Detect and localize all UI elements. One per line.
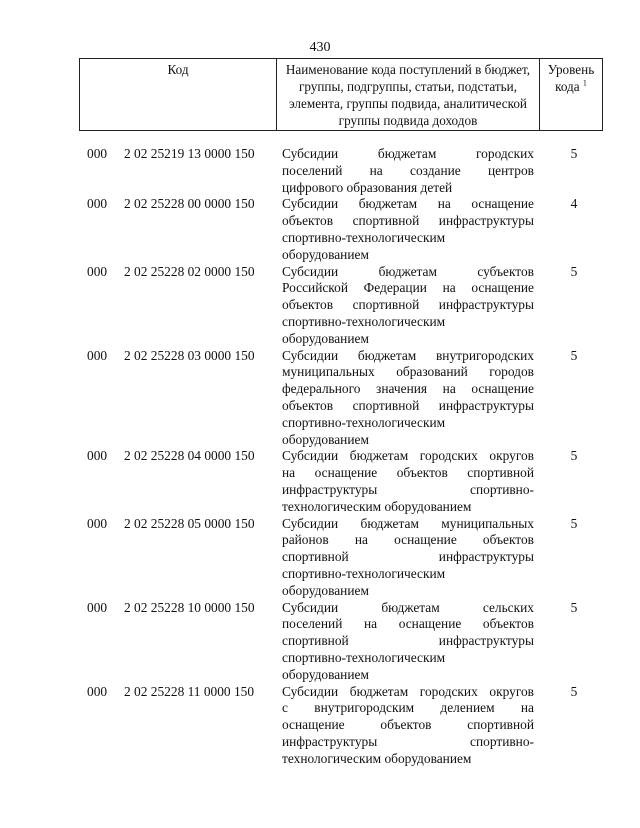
row-name-line: спортивно-технологическим (282, 229, 446, 245)
table-row (0, 264, 640, 348)
row-code: 2 02 25228 11 0000 150 (124, 683, 255, 699)
row-name-line: поселений на создание центров (282, 162, 534, 178)
row-level: 5 (570, 599, 578, 615)
header-name: Наименование кода поступлений в бюджет, группы, подгруппы, статьи, подстатьи, элемента, группы подвида, аналитической группы подвида доходов (277, 59, 540, 131)
table-body (0, 146, 640, 767)
row-name-line: спортивной инфраструктуры (282, 549, 534, 565)
row-name-line: объектов спортивной инфраструктуры (282, 213, 534, 229)
row-name-line: Субсидии бюджетам муниципальных (282, 515, 534, 531)
row-code: 2 02 25228 02 0000 150 (124, 263, 255, 279)
row-name (282, 684, 534, 768)
row-name (282, 196, 534, 263)
row-level: 5 (570, 515, 578, 531)
row-name-line: объектов спортивной инфраструктуры (282, 397, 534, 413)
row-prefix: 000 (87, 448, 108, 464)
row-level: 5 (570, 146, 578, 161)
row-name-line: оборудованием (282, 431, 369, 447)
table-row (0, 196, 640, 263)
table-row (0, 684, 640, 768)
row-name (282, 348, 534, 449)
row-prefix: 000 (87, 683, 108, 699)
row-prefix: 000 (87, 196, 108, 212)
row-name (282, 146, 534, 196)
row-name (282, 264, 534, 348)
footnote-marker: 1 (582, 78, 587, 88)
row-name-line: Субсидии бюджетам на оснащение (282, 196, 534, 212)
table-row (0, 516, 640, 600)
row-level: 5 (570, 263, 578, 279)
row-name-line: районов на оснащение объектов (282, 532, 534, 548)
row-name-line: технологическим оборудованием (282, 750, 472, 766)
table-row (0, 146, 640, 196)
row-level: 5 (570, 448, 578, 464)
row-prefix: 000 (87, 599, 108, 615)
header-level: Уровень кода (547, 62, 595, 94)
row-name-line: на оснащение объектов спортивной (282, 465, 534, 481)
row-name-line: Субсидии бюджетам городских округов (282, 448, 534, 464)
row-level: 5 (570, 347, 578, 363)
row-name-line: поселений на оснащение объектов (282, 616, 534, 632)
row-name-line: оборудованием (282, 582, 369, 598)
row-code: 2 02 25228 04 0000 150 (124, 448, 255, 464)
row-prefix: 000 (87, 146, 108, 161)
row-name-line: федерального значения на оснащение (282, 381, 534, 397)
row-name-line: Субсидии бюджетам внутригородских (282, 347, 534, 363)
row-name-line: с внутригородским делением на (282, 700, 534, 716)
row-name-line: оборудованием (282, 330, 369, 346)
page-number: 430 (309, 40, 331, 55)
row-name-line: объектов спортивной инфраструктуры (282, 297, 534, 313)
row-code: 2 02 25228 03 0000 150 (124, 347, 255, 363)
row-name-line: оборудованием (282, 666, 369, 682)
row-name (282, 448, 534, 515)
table-row (0, 448, 640, 515)
table-header (79, 58, 603, 131)
header-code: Код (80, 59, 277, 131)
row-name-line: спортивной инфраструктуры (282, 633, 534, 649)
row-name-line: оборудованием (282, 246, 369, 262)
row-prefix: 000 (87, 515, 108, 531)
row-name-line: Субсидии бюджетам сельских (282, 599, 534, 615)
row-prefix: 000 (87, 263, 108, 279)
row-level: 4 (570, 196, 578, 212)
table-row (0, 348, 640, 449)
table-row (0, 600, 640, 684)
row-name (282, 600, 534, 684)
row-name-line: спортивно-технологическим (282, 313, 446, 329)
row-name-line: муниципальных образований городов (282, 364, 534, 380)
row-name-line: Субсидии бюджетам городских (282, 146, 534, 161)
row-name-line: Российской Федерации на оснащение (282, 280, 534, 296)
row-code: 2 02 25228 10 0000 150 (124, 599, 255, 615)
row-name (282, 516, 534, 600)
row-name-line: инфраструктуры спортивно- (282, 733, 534, 749)
row-name-line: оснащение объектов спортивной (282, 717, 534, 733)
row-name-line: технологическим оборудованием (282, 498, 472, 514)
row-name-line: инфраструктуры спортивно- (282, 481, 534, 497)
row-code: 2 02 25219 13 0000 150 (124, 146, 255, 161)
row-name-line: спортивно-технологическим (282, 414, 446, 430)
row-code: 2 02 25228 05 0000 150 (124, 515, 255, 531)
row-name-line: Субсидии бюджетам городских округов (282, 683, 534, 699)
row-name-line: Субсидии бюджетам субъектов (282, 263, 534, 279)
row-code: 2 02 25228 00 0000 150 (124, 196, 255, 212)
row-name-line: спортивно-технологическим (282, 565, 446, 581)
row-level: 5 (570, 683, 578, 699)
header-level-cell (540, 59, 603, 131)
row-prefix: 000 (87, 347, 108, 363)
row-name-line: спортивно-технологическим (282, 649, 446, 665)
row-name-line: цифрового образования детей (282, 179, 453, 195)
